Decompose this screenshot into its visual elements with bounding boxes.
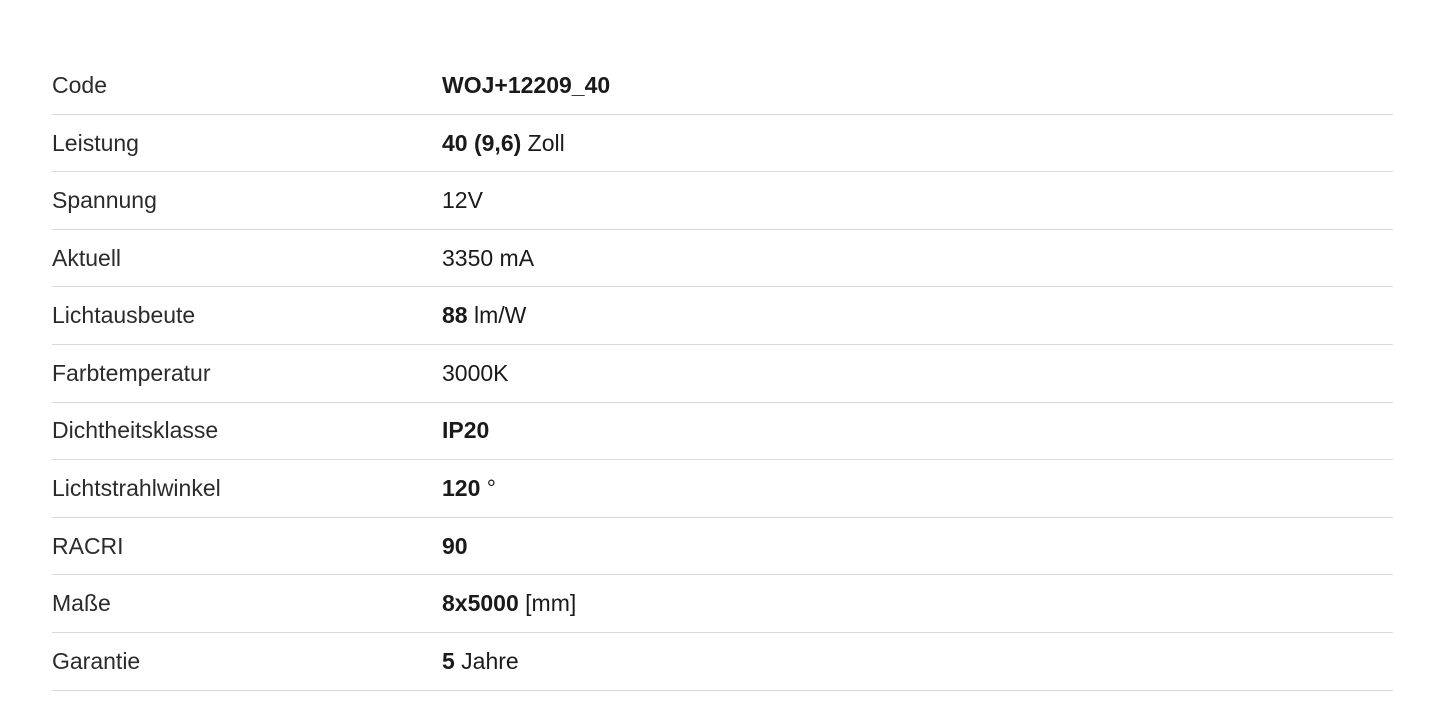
table-row xyxy=(52,344,1393,402)
spec-value-rest: lm/W xyxy=(467,302,527,329)
spec-label: Code xyxy=(52,71,107,98)
spec-value-strong: 8x5000 xyxy=(442,590,519,617)
spec-value-strong: 88 xyxy=(442,302,468,329)
product-spec-sheet xyxy=(52,57,1393,691)
spec-value xyxy=(442,57,1393,114)
spec-label: Spannung xyxy=(52,187,157,214)
spec-value-rest: 3000K xyxy=(442,359,509,386)
spec-value-strong: 90 xyxy=(442,532,468,559)
spec-table-body xyxy=(52,57,1393,690)
table-row xyxy=(52,57,1393,114)
spec-value-rest: Jahre xyxy=(454,647,519,674)
spec-value-rest: ° xyxy=(480,475,496,502)
spec-label: Garantie xyxy=(52,647,141,674)
table-row xyxy=(52,229,1393,287)
spec-value-rest: 3350 mA xyxy=(442,244,535,271)
spec-value-strong: 40 (9,6) xyxy=(442,129,522,156)
spec-value xyxy=(442,575,1393,633)
spec-label: Aktuell xyxy=(52,244,122,271)
spec-value-rest: [mm] xyxy=(518,590,577,617)
table-row xyxy=(52,575,1393,633)
spec-value-strong: IP20 xyxy=(442,417,490,444)
spec-value-strong: 5 xyxy=(442,647,455,674)
spec-value xyxy=(442,402,1393,460)
spec-label: Lichtausbeute xyxy=(52,302,196,329)
spec-value-strong: 120 xyxy=(442,475,481,502)
spec-label: RACRI xyxy=(52,532,124,559)
spec-table xyxy=(52,57,1393,691)
table-row xyxy=(52,517,1393,575)
spec-value xyxy=(442,172,1393,230)
spec-value xyxy=(442,287,1393,345)
spec-value-rest: 12V xyxy=(442,187,483,214)
spec-value-strong: WOJ+12209_40 xyxy=(442,71,611,98)
table-row xyxy=(52,287,1393,345)
table-row xyxy=(52,114,1393,172)
spec-value xyxy=(442,517,1393,575)
spec-label: Lichtstrahlwinkel xyxy=(52,475,221,502)
spec-label: Dichtheitsklasse xyxy=(52,417,219,444)
spec-value-rest: Zoll xyxy=(521,129,565,156)
spec-value xyxy=(442,229,1393,287)
spec-value xyxy=(442,114,1393,172)
spec-value xyxy=(442,460,1393,518)
spec-value xyxy=(442,632,1393,690)
table-row xyxy=(52,632,1393,690)
spec-value xyxy=(442,344,1393,402)
spec-label: Maße xyxy=(52,590,111,617)
table-row xyxy=(52,460,1393,518)
spec-label: Farbtemperatur xyxy=(52,359,211,386)
table-row xyxy=(52,172,1393,230)
table-row xyxy=(52,402,1393,460)
spec-label: Leistung xyxy=(52,129,139,156)
